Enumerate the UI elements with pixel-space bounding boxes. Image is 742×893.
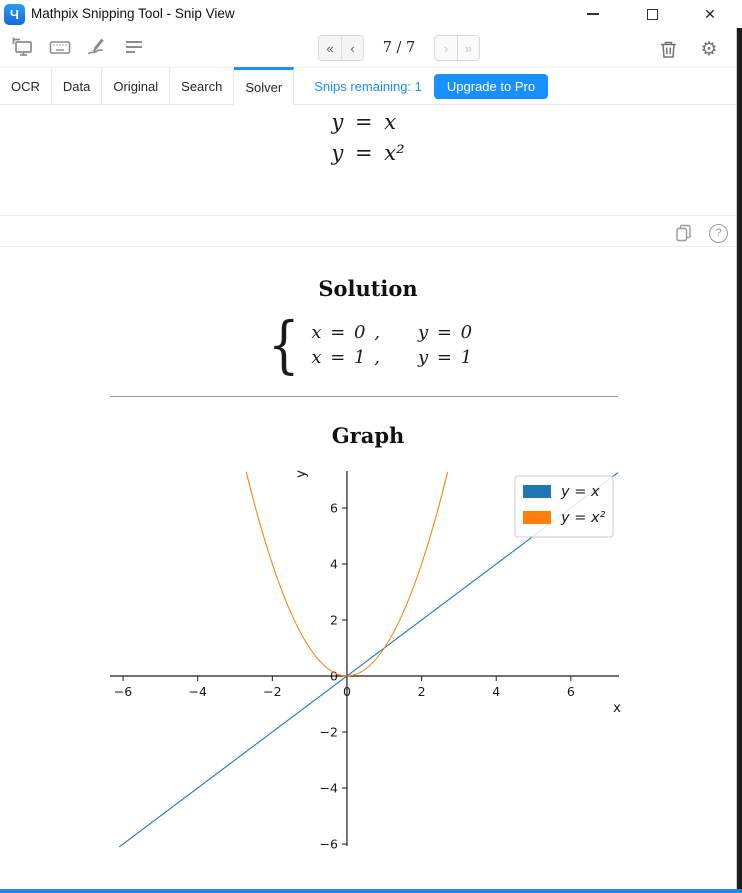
desktop-background-sliver — [736, 28, 742, 893]
equation-line: y = x — [331, 110, 397, 134]
screen-snip-icon — [11, 35, 35, 59]
graph-heading: Graph — [331, 423, 405, 448]
result-actions — [670, 220, 728, 246]
y-tick-label: −2 — [319, 724, 338, 740]
minimize-button[interactable] — [578, 0, 608, 28]
maximize-button[interactable] — [637, 0, 667, 28]
toolbar — [0, 32, 736, 66]
page-indicator: 7 / 7 — [382, 40, 416, 56]
nav-back-group — [318, 35, 364, 61]
keyboard-icon — [48, 35, 72, 59]
tab-original[interactable]: Original — [102, 68, 170, 104]
divider — [0, 215, 736, 216]
solution-value: y = 1 — [417, 347, 473, 368]
copy-icon — [674, 223, 693, 243]
next-page-button[interactable]: › — [435, 36, 457, 60]
minimize-icon — [587, 13, 599, 15]
draw-snip-button[interactable] — [84, 34, 110, 60]
previous-page-button[interactable]: ‹ — [341, 36, 363, 60]
snips-remaining-label: Snips remaining: 1 — [314, 78, 422, 94]
solution-system — [0, 310, 736, 380]
x-tick-label: −4 — [188, 684, 207, 700]
settings-button[interactable] — [696, 36, 722, 62]
mathpix-logo-icon: Ч — [4, 4, 25, 25]
divider — [0, 246, 736, 247]
solution-value: y = 0 — [417, 322, 473, 343]
legend-swatch-1 — [523, 511, 551, 524]
solution-heading: Solution — [318, 276, 418, 301]
question-mark-icon: ? — [715, 227, 722, 239]
text-lines-button[interactable] — [121, 34, 147, 60]
maximize-icon — [647, 9, 658, 20]
title-bar — [0, 0, 742, 28]
x-tick-label: 6 — [566, 684, 575, 700]
legend-label-0: y = x — [561, 484, 600, 500]
window-accent-border — [0, 889, 742, 893]
x-tick-label: 0 — [342, 684, 351, 700]
keyboard-input-button[interactable] — [47, 34, 73, 60]
graph-canvas — [95, 458, 640, 891]
x-tick-label: −2 — [263, 684, 282, 700]
snip-pagination — [318, 35, 480, 61]
left-brace: { — [267, 308, 300, 381]
help-button[interactable] — [709, 224, 728, 243]
recognized-equations — [0, 107, 736, 169]
x-tick-label: 4 — [492, 684, 501, 700]
y-axis-label: y — [292, 470, 309, 478]
pen-draw-icon — [85, 35, 109, 59]
trash-icon — [658, 39, 679, 60]
close-button[interactable]: ✕ — [704, 5, 716, 22]
last-page-button[interactable]: » — [457, 36, 479, 60]
y-tick-label: 4 — [330, 556, 338, 572]
window-title: Mathpix Snipping Tool - Snip View — [31, 6, 235, 21]
y-tick-label: 2 — [330, 612, 338, 628]
tab-search[interactable]: Search — [170, 68, 234, 104]
tab-solver[interactable]: Solver — [234, 67, 294, 105]
y-tick-label: −6 — [319, 836, 338, 852]
y-tick-label: −4 — [319, 780, 338, 796]
y-tick-label: 0 — [330, 668, 338, 684]
x-tick-label: 2 — [417, 684, 426, 700]
tab-data[interactable]: Data — [52, 68, 102, 104]
tab-bar — [0, 67, 736, 105]
toolbar-right — [655, 36, 722, 62]
y-tick-label: 6 — [330, 500, 338, 516]
copy-result-button[interactable] — [670, 220, 696, 246]
equation-line: y = x² — [331, 141, 405, 165]
text-lines-icon — [122, 35, 146, 59]
upgrade-to-pro-button[interactable]: Upgrade to Pro — [434, 74, 548, 99]
tab-ocr[interactable]: OCR — [0, 68, 52, 104]
nav-forward-group — [434, 35, 480, 61]
divider — [110, 396, 618, 397]
x-tick-label: −6 — [113, 684, 133, 700]
gear-icon: ⚙ — [700, 38, 718, 60]
tool-icons — [10, 34, 147, 60]
solution-value: x = 0 , — [311, 322, 380, 343]
legend-swatch-0 — [523, 485, 551, 498]
first-page-button[interactable]: « — [319, 36, 341, 60]
x-axis-label: x — [613, 700, 621, 717]
new-snip-button[interactable] — [10, 34, 36, 60]
legend-label-1: y = x² — [561, 510, 606, 526]
promo-area — [314, 68, 548, 104]
solution-value: x = 1 , — [311, 347, 380, 368]
delete-snip-button[interactable] — [655, 36, 681, 62]
